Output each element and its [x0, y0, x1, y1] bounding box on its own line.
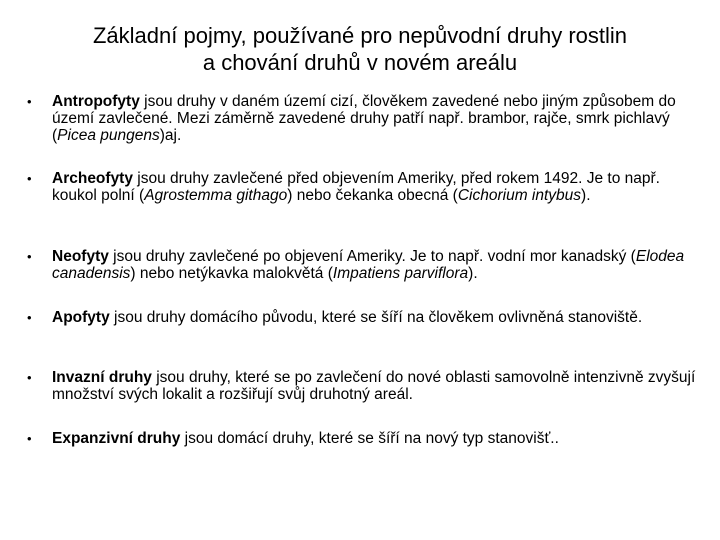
bullet-icon: • [27, 94, 32, 109]
term: Apofyty [52, 309, 110, 326]
definition-mid: ) nebo netýkavka malokvětá ( [130, 265, 333, 282]
title-line-1: Základní pojmy, používané pro nepůvodní druhy rostlin [92, 23, 627, 48]
item-text [52, 248, 702, 282]
scientific-name: Impatiens parviflora [332, 265, 469, 282]
scientific-name: Agrostemma githago [144, 187, 288, 204]
title-line-2: a chování druhů v novém areálu [202, 50, 518, 75]
term: Antropofyty [52, 93, 140, 110]
definition: jsou druhy zavlečené po objevení Ameriky. Je to např. vodní mor kanadský ( [108, 248, 636, 265]
scientific-name: Picea pungens [57, 127, 160, 144]
definition-mid: ) nebo čekanka obecná ( [287, 187, 458, 204]
definition: jsou druhy v daném území cizí, člověkem zavedené nebo jiným způsobem do území zavlečené. Mezi záměrně zavedené druhy patří např. brambor, rajče, smrk pichlavý ( [52, 93, 676, 144]
scientific-name: Cichorium intybus [457, 187, 582, 204]
bullet-icon: • [27, 171, 32, 186]
definition: jsou domácí druhy, které se šíří na nový typ stanovišť.. [180, 430, 559, 447]
term: Expanzivní druhy [52, 430, 181, 447]
definition: jsou druhy zavlečené před objevením Ameriky, před rokem 1492. Je to např. koukol polní ( [52, 170, 660, 204]
definition-end: ). [468, 265, 478, 282]
bullet-icon: • [27, 431, 32, 446]
bullet-icon: • [27, 370, 32, 385]
scientific-name: Elodea canadensis [52, 248, 685, 282]
term: Neofyty [52, 248, 109, 265]
definition-end: )aj. [159, 127, 182, 144]
slide-title [0, 22, 720, 76]
term: Invazní druhy [52, 369, 152, 386]
definition: jsou druhy, které se po zavlečení do nové oblasti samovolně intenzivně zvyšují množství svých lokalit a rozšiřují svůj druhotný areál. [52, 369, 696, 403]
definition-end: ). [581, 187, 591, 204]
item-text [52, 170, 702, 204]
bullet-icon: • [27, 249, 32, 264]
bullet-icon: • [27, 310, 32, 325]
term: Archeofyty [52, 170, 133, 187]
item-text [52, 430, 702, 447]
item-text [52, 369, 702, 403]
item-text [52, 309, 702, 326]
definition: jsou druhy domácího původu, které se šíří na člověkem ovlivněná stanoviště. [109, 309, 643, 326]
item-text [52, 93, 702, 144]
